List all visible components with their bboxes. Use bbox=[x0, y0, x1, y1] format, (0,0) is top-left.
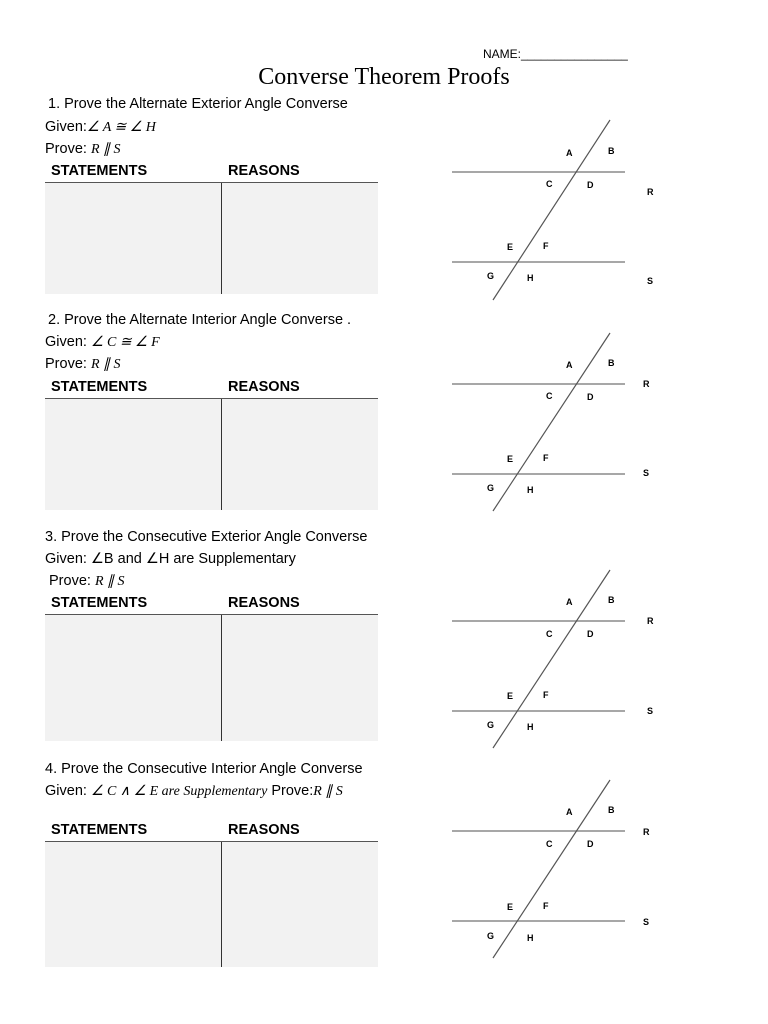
label-h: H bbox=[527, 933, 534, 943]
problem-4-given-prove bbox=[45, 783, 343, 800]
label-c: C bbox=[546, 179, 553, 189]
label-b: B bbox=[608, 358, 615, 368]
label-a: A bbox=[566, 597, 573, 607]
label-f: F bbox=[543, 453, 549, 463]
label-s: S bbox=[643, 917, 650, 927]
label-f: F bbox=[543, 690, 549, 700]
label-s: S bbox=[643, 468, 650, 478]
label-f: F bbox=[543, 901, 549, 911]
label-g: G bbox=[487, 931, 495, 941]
label-c: C bbox=[546, 629, 553, 639]
given-math: ∠ C ∧ ∠ E are Supplementary bbox=[90, 784, 268, 799]
label-r: R bbox=[643, 827, 650, 837]
given-label: Given: bbox=[45, 119, 87, 135]
label-r: R bbox=[643, 379, 650, 389]
table-divider bbox=[221, 183, 222, 294]
parallel-lines-figure-4 bbox=[440, 775, 680, 965]
problem-2-given bbox=[45, 334, 160, 351]
label-g: G bbox=[487, 271, 495, 281]
label-e: E bbox=[507, 902, 514, 912]
parallel-lines-figure-3 bbox=[440, 565, 680, 755]
label-g: G bbox=[487, 720, 495, 730]
label-b: B bbox=[608, 805, 615, 815]
label-f: F bbox=[543, 241, 549, 251]
label-c: C bbox=[546, 839, 553, 849]
label-e: E bbox=[507, 691, 514, 701]
label-d: D bbox=[587, 180, 594, 190]
label-a: A bbox=[566, 807, 573, 817]
proof-table-4[interactable] bbox=[45, 841, 378, 967]
reasons-header: REASONS bbox=[228, 822, 300, 838]
proof-table-1[interactable] bbox=[45, 182, 378, 294]
reasons-header: REASONS bbox=[228, 163, 300, 179]
statements-header: STATEMENTS bbox=[51, 163, 148, 179]
label-g: G bbox=[487, 483, 495, 493]
problem-2-heading: 2. Prove the Alternate Interior Angle Converse . bbox=[48, 312, 352, 328]
table-divider bbox=[221, 842, 222, 967]
label-a: A bbox=[566, 360, 573, 370]
label-s: S bbox=[647, 706, 654, 716]
prove-label: Prove: bbox=[267, 783, 314, 799]
table-divider bbox=[221, 615, 222, 741]
label-c: C bbox=[546, 391, 553, 401]
problem-1-heading: 1. Prove the Alternate Exterior Angle Converse bbox=[48, 96, 348, 112]
label-r: R bbox=[647, 616, 654, 626]
label-b: B bbox=[608, 146, 615, 156]
problem-1-given bbox=[45, 119, 156, 136]
proof-table-2[interactable] bbox=[45, 398, 378, 510]
given-math: ∠ A ≅ ∠ H bbox=[86, 120, 156, 135]
statements-header: STATEMENTS bbox=[51, 595, 148, 611]
label-h: H bbox=[527, 722, 534, 732]
label-h: H bbox=[527, 273, 534, 283]
problem-3-given: Given: ∠B and ∠H are Supplementary bbox=[45, 551, 296, 567]
problem-1-prove bbox=[45, 141, 121, 158]
label-a: A bbox=[566, 148, 573, 158]
label-h: H bbox=[527, 485, 534, 495]
prove-math: R ∥ S bbox=[94, 574, 125, 589]
given-math: ∠ C ≅ ∠ F bbox=[90, 335, 160, 350]
prove-label: Prove: bbox=[45, 356, 91, 372]
reasons-header: REASONS bbox=[228, 595, 300, 611]
problem-4-heading: 4. Prove the Consecutive Interior Angle Converse bbox=[45, 761, 363, 777]
label-b: B bbox=[608, 595, 615, 605]
label-e: E bbox=[507, 454, 514, 464]
label-s: S bbox=[647, 276, 654, 286]
label-d: D bbox=[587, 392, 594, 402]
label-d: D bbox=[587, 839, 594, 849]
problem-3-heading: 3. Prove the Consecutive Exterior Angle Converse bbox=[45, 529, 368, 545]
prove-label: Prove: bbox=[45, 141, 91, 157]
given-label: Given: bbox=[45, 783, 91, 799]
label-e: E bbox=[507, 242, 514, 252]
name-field-label: NAME:________________ bbox=[483, 47, 628, 61]
given-label: Given: bbox=[45, 334, 91, 350]
proof-table-3[interactable] bbox=[45, 614, 378, 741]
problem-2-prove bbox=[45, 356, 121, 373]
label-r: R bbox=[647, 187, 654, 197]
page-title: Converse Theorem Proofs bbox=[258, 64, 510, 90]
parallel-lines-figure-1 bbox=[440, 115, 680, 305]
prove-label: Prove: bbox=[49, 573, 95, 589]
prove-math: R ∥ S bbox=[90, 142, 121, 157]
statements-header: STATEMENTS bbox=[51, 379, 148, 395]
parallel-lines-figure-2 bbox=[440, 328, 680, 518]
prove-math: R ∥ S bbox=[90, 357, 121, 372]
reasons-header: REASONS bbox=[228, 379, 300, 395]
statements-header: STATEMENTS bbox=[51, 822, 148, 838]
prove-math: R ∥ S bbox=[313, 784, 343, 799]
label-d: D bbox=[587, 629, 594, 639]
table-divider bbox=[221, 399, 222, 510]
problem-3-prove bbox=[49, 573, 125, 590]
